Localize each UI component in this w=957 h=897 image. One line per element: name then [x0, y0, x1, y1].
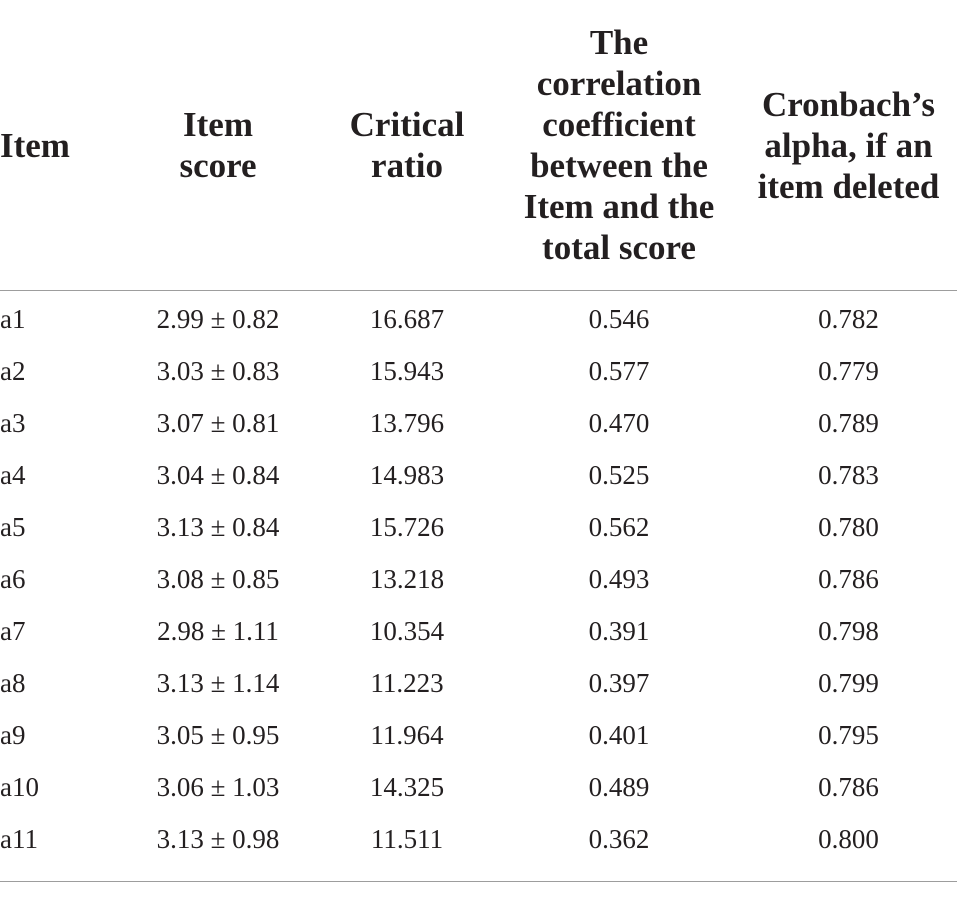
cell-alpha: 0.789: [818, 407, 879, 438]
header-correlation-coefficient: The correlation coefficient between the Item and the total score: [498, 0, 740, 291]
cell-item: a10: [0, 771, 39, 802]
cell-item-score: 3.04 ± 0.84: [156, 459, 280, 490]
cell-item: a11: [0, 823, 38, 854]
cell-correlation: 0.577: [588, 355, 650, 386]
table-row: [0, 397, 957, 449]
cell-item: a8: [0, 667, 26, 698]
cell-alpha: 0.779: [818, 355, 879, 386]
cell-critical-ratio: 13.218: [369, 563, 445, 594]
cell-item-score: 2.99 ± 0.82: [156, 303, 280, 334]
table-row: [0, 657, 957, 709]
cell-alpha: 0.780: [818, 511, 879, 542]
cell-critical-ratio: 15.943: [369, 355, 445, 386]
cell-critical-ratio: 15.726: [369, 511, 445, 542]
cell-item: a3: [0, 407, 26, 438]
header-item-score: Item score: [120, 0, 316, 291]
table-row: [0, 605, 957, 657]
cell-item-score: 3.07 ± 0.81: [156, 407, 280, 438]
cell-item: a9: [0, 719, 26, 750]
cell-critical-ratio: 11.223: [370, 667, 444, 698]
cell-item-score: 3.03 ± 0.83: [156, 355, 280, 386]
bottom-rule: [0, 881, 957, 882]
cell-item-score: 3.06 ± 1.03: [156, 771, 280, 802]
table-row: [0, 501, 957, 553]
cell-alpha: 0.786: [818, 771, 879, 802]
header-item: Item: [0, 0, 120, 291]
cell-critical-ratio: 10.354: [369, 615, 445, 646]
header-row: [0, 0, 957, 291]
cell-item: a2: [0, 355, 26, 386]
cell-alpha: 0.798: [818, 615, 879, 646]
cell-item: a4: [0, 459, 26, 490]
table-row: [0, 553, 957, 605]
cell-correlation: 0.562: [588, 511, 650, 542]
cell-critical-ratio: 16.687: [369, 303, 445, 334]
cell-item-score: 3.13 ± 0.98: [156, 823, 280, 854]
table-row: [0, 291, 957, 346]
cell-critical-ratio: 13.796: [369, 407, 445, 438]
cell-correlation: 0.391: [588, 615, 650, 646]
cell-correlation: 0.401: [588, 719, 650, 750]
cell-alpha: 0.795: [818, 719, 879, 750]
cell-alpha: 0.799: [818, 667, 879, 698]
table-row: [0, 761, 957, 813]
cell-correlation: 0.362: [588, 823, 650, 854]
header-critical-ratio: Critical ratio: [316, 0, 498, 291]
header-cronbach-alpha: Cronbach’s alpha, if an item deleted: [740, 0, 957, 291]
cell-correlation: 0.493: [588, 563, 650, 594]
table-body: [0, 291, 957, 866]
cell-correlation: 0.525: [588, 459, 650, 490]
cell-item-score: 3.13 ± 1.14: [156, 667, 280, 698]
cell-item-score: 3.13 ± 0.84: [156, 511, 280, 542]
cell-item-score: 3.08 ± 0.85: [156, 563, 280, 594]
cell-correlation: 0.470: [588, 407, 650, 438]
cell-alpha: 0.782: [818, 303, 879, 334]
cell-correlation: 0.397: [588, 667, 650, 698]
table-row: [0, 709, 957, 761]
cell-correlation: 0.546: [588, 303, 650, 334]
cell-alpha: 0.783: [818, 459, 879, 490]
cell-critical-ratio: 11.964: [370, 719, 444, 750]
cell-alpha: 0.800: [818, 823, 879, 854]
cell-correlation: 0.489: [588, 771, 650, 802]
table-row: [0, 345, 957, 397]
table-row: [0, 449, 957, 501]
cell-item: a5: [0, 511, 26, 542]
table-row: [0, 813, 957, 865]
cell-item: a6: [0, 563, 26, 594]
cell-item: a1: [0, 303, 26, 334]
cell-item: a7: [0, 615, 26, 646]
cell-critical-ratio: 14.983: [369, 459, 445, 490]
table-header: [0, 0, 957, 291]
cell-item-score: 2.98 ± 1.11: [157, 615, 279, 646]
cell-critical-ratio: 11.511: [370, 823, 444, 854]
cell-alpha: 0.786: [818, 563, 879, 594]
cell-item-score: 3.05 ± 0.95: [156, 719, 280, 750]
cell-critical-ratio: 14.325: [369, 771, 445, 802]
